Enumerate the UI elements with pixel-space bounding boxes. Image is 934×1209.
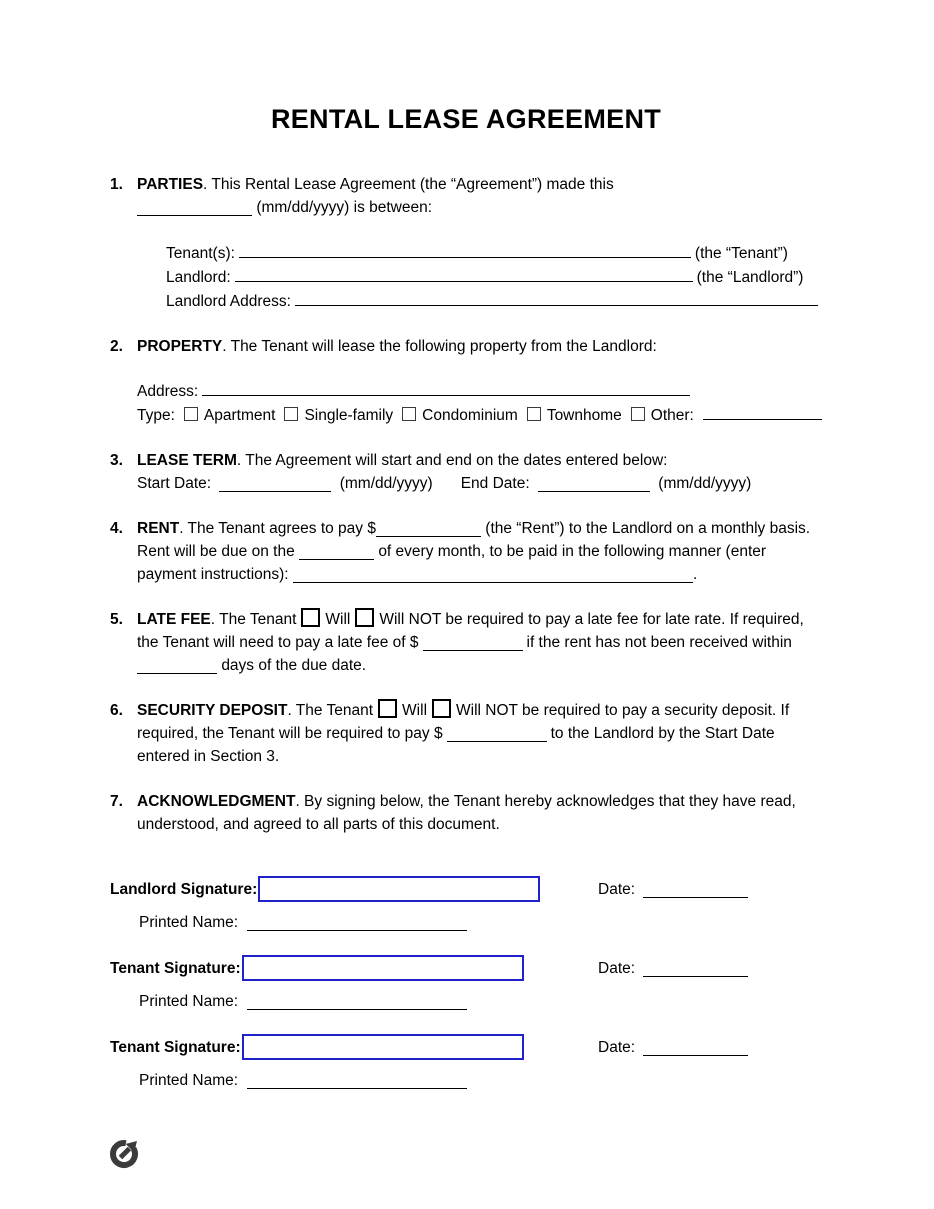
payment-instructions-field[interactable]	[293, 566, 693, 583]
tenant-signature-label: Tenant Signature:	[110, 959, 241, 977]
tenant-sign-date-field[interactable]	[643, 960, 748, 977]
tenant-suffix: (the “Tenant”)	[694, 245, 788, 262]
type-option-condominium	[402, 404, 518, 427]
property-paragraph	[137, 335, 822, 358]
signature-block	[110, 876, 822, 1092]
parties-text: . This Rental Lease Agreement (the “Agreement”) made this	[203, 176, 614, 193]
date-label: Date:	[598, 880, 636, 898]
date-group	[598, 1036, 748, 1059]
printed-name-row	[139, 1069, 822, 1092]
printed-name-label: Printed Name:	[139, 914, 239, 931]
tenant-sign-date-field-2[interactable]	[643, 1039, 748, 1056]
other-type-field[interactable]	[703, 403, 822, 420]
section-number: 4.	[110, 520, 123, 537]
property-text: . The Tenant will lease the following property from the Landlord:	[222, 338, 657, 355]
landlord-printed-name-field[interactable]	[247, 914, 467, 931]
deposit-text-2: Will NOT be required to pay a security deposit. If required, the Tenant will be required to pay $	[137, 702, 790, 742]
checkbox-single-family[interactable]	[284, 407, 298, 421]
rent-text-3: of every month, to be paid in the following manner (enter payment instructions):	[137, 543, 767, 583]
checkbox-apartment[interactable]	[184, 407, 198, 421]
deposit-will-label: Will	[402, 702, 428, 719]
date-group	[598, 878, 748, 901]
section-number: 1.	[110, 176, 123, 193]
late-days-field[interactable]	[137, 657, 217, 674]
start-date-label: Start Date:	[137, 475, 212, 492]
date-label: Date:	[598, 1038, 636, 1056]
landlord-suffix: (the “Landlord”)	[696, 269, 804, 286]
checkbox-condominium[interactable]	[402, 407, 416, 421]
late-fee-text-4: days of the due date.	[221, 657, 367, 674]
tenant-signature-row-2	[110, 1034, 822, 1060]
acknowledgment-paragraph	[137, 790, 822, 836]
townhome-label: Townhome	[546, 407, 622, 424]
acknowledgment-heading: ACKNOWLEDGMENT	[137, 793, 296, 810]
start-date-format: (mm/dd/yyyy)	[339, 475, 433, 492]
property-address-row	[137, 379, 822, 403]
due-day-field[interactable]	[299, 543, 374, 560]
landlord-row	[166, 265, 822, 289]
printed-name-label: Printed Name:	[139, 993, 239, 1010]
parties-fill-block	[166, 241, 822, 313]
circular-arrow-logo-icon	[108, 1136, 142, 1170]
section-number: 7.	[110, 793, 123, 810]
lease-term-heading: LEASE TERM	[137, 452, 237, 469]
landlord-address-row	[166, 289, 822, 313]
section-parties	[110, 173, 822, 313]
printed-name-row	[139, 911, 822, 934]
late-fee-text-1: . The Tenant	[210, 611, 297, 628]
section-rent	[110, 517, 822, 586]
type-option-single-family	[284, 404, 393, 427]
agreement-date-field[interactable]	[137, 199, 252, 216]
signature-group	[110, 1034, 598, 1060]
rent-text-4: .	[692, 566, 698, 583]
section-body	[137, 790, 822, 836]
rent-text-1: . The Tenant agrees to pay $	[179, 520, 376, 537]
parties-heading: PARTIES	[137, 176, 204, 193]
tenant-name-field[interactable]	[239, 241, 691, 258]
late-fee-amount-field[interactable]	[423, 634, 523, 651]
landlord-signature-row	[110, 876, 822, 902]
section-body	[137, 699, 822, 768]
parties-text-2: (mm/dd/yyyy) is between:	[256, 199, 433, 216]
late-fee-heading: LATE FEE	[137, 611, 211, 628]
end-date-label: End Date:	[460, 475, 530, 492]
section-body	[137, 449, 822, 495]
rent-heading: RENT	[137, 520, 180, 537]
signature-group	[110, 955, 598, 981]
single-family-label: Single-family	[304, 407, 394, 424]
section-body	[137, 517, 822, 586]
condominium-label: Condominium	[422, 407, 518, 424]
tenant-signature-label-2: Tenant Signature:	[110, 1038, 241, 1056]
deposit-amount-field[interactable]	[447, 725, 547, 742]
other-label: Other:	[650, 407, 694, 424]
section-property	[110, 335, 822, 427]
section-number: 6.	[110, 702, 123, 719]
security-deposit-heading: SECURITY DEPOSIT	[137, 702, 288, 719]
section-late-fee	[110, 608, 822, 677]
section-number: 5.	[110, 611, 123, 628]
tenant-signature-field-2[interactable]	[242, 1034, 524, 1060]
late-fee-text-3: if the rent has not been received within	[526, 634, 792, 651]
late-fee-will-label: Will	[325, 611, 351, 628]
tenant-signature-row	[110, 955, 822, 981]
acknowledgment-text: . By signing below, the Tenant hereby acknowledges that they have read, understood, and agreed to all parts of this document.	[137, 793, 796, 833]
checkbox-townhome[interactable]	[527, 407, 541, 421]
checkbox-deposit-will-not[interactable]	[432, 699, 451, 718]
section-number: 2.	[110, 338, 123, 355]
tenant-row	[166, 241, 822, 265]
lease-dates-row	[137, 472, 822, 495]
lease-term-text: . The Agreement will start and end on the dates entered below:	[236, 452, 668, 469]
date-label: Date:	[598, 959, 636, 977]
property-type-row	[137, 403, 822, 427]
type-option-other	[631, 404, 694, 427]
tenant-printed-name-field-2[interactable]	[247, 1072, 467, 1089]
type-option-townhome	[527, 404, 622, 427]
deposit-text-1: . The Tenant	[287, 702, 374, 719]
rent-amount-field[interactable]	[376, 520, 481, 537]
type-label: Type:	[137, 407, 175, 424]
section-body	[137, 173, 822, 313]
landlord-address-field[interactable]	[295, 289, 818, 306]
landlord-signature-field[interactable]	[258, 876, 540, 902]
checkbox-other[interactable]	[631, 407, 645, 421]
type-option-apartment	[184, 404, 276, 427]
late-fee-paragraph	[137, 608, 822, 677]
section-lease-term	[110, 449, 822, 495]
rent-paragraph	[137, 517, 822, 586]
landlord-signature-label: Landlord Signature:	[110, 880, 258, 898]
deposit-text-3: to the Landlord by the Start Date entered in Section 3.	[137, 725, 775, 765]
property-heading: PROPERTY	[137, 338, 223, 355]
section-acknowledgment	[110, 790, 822, 836]
late-fee-text-2: Will NOT be required to pay a late fee for late rate. If required, the Tenant will need to pay a late fee of $	[137, 611, 804, 651]
checkbox-late-fee-will[interactable]	[301, 608, 320, 627]
rent-text-2: (the “Rent”) to the Landlord on a monthly basis. Rent will be due on the	[137, 520, 811, 560]
date-group	[598, 957, 748, 980]
section-number: 3.	[110, 452, 123, 469]
landlord-address-label: Landlord Address:	[166, 293, 291, 310]
document-title: RENTAL LEASE AGREEMENT	[270, 104, 662, 134]
end-date-field[interactable]	[538, 475, 650, 492]
tenant-label: Tenant(s):	[166, 245, 235, 262]
property-address-field[interactable]	[202, 379, 690, 396]
section-body	[137, 335, 822, 427]
checkbox-late-fee-will-not[interactable]	[355, 608, 374, 627]
parties-paragraph	[137, 173, 822, 219]
printed-name-row	[139, 990, 822, 1013]
start-date-field[interactable]	[219, 475, 331, 492]
signature-group	[110, 876, 598, 902]
lease-term-paragraph	[137, 449, 822, 472]
landlord-sign-date-field[interactable]	[643, 881, 748, 898]
section-security-deposit	[110, 699, 822, 768]
property-address-label: Address:	[137, 383, 199, 400]
apartment-label: Apartment	[203, 407, 276, 424]
landlord-name-field[interactable]	[235, 265, 693, 282]
section-body	[137, 608, 822, 677]
landlord-label: Landlord:	[166, 269, 231, 286]
property-fill-block	[137, 379, 822, 427]
printed-name-label: Printed Name:	[139, 1072, 239, 1089]
tenant-printed-name-field[interactable]	[247, 993, 467, 1010]
end-date-format: (mm/dd/yyyy)	[658, 475, 752, 492]
checkbox-deposit-will[interactable]	[378, 699, 397, 718]
tenant-signature-field[interactable]	[242, 955, 524, 981]
security-deposit-paragraph	[137, 699, 822, 768]
